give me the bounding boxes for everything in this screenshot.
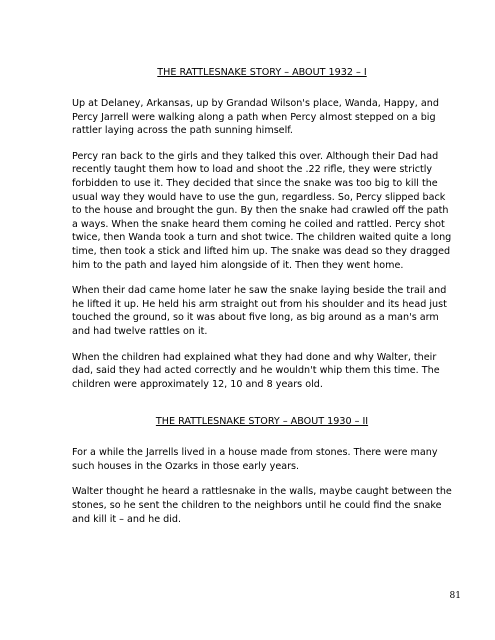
page-number: 81 — [449, 591, 461, 601]
story-2-paragraph-1: For a while the Jarrells lived in a house made from stones. There were many such houses in the Ozarks in those early years. — [72, 447, 438, 472]
story-1-title: THE RATTLESNAKE STORY – ABOUT 1932 – I — [157, 67, 367, 78]
page-content — [72, 66, 452, 526]
story-1-paragraph-1: Up at Delaney, Arkansas, up by Grandad Wilson's place, Wanda, Happy, and Percy Jarrell were walking along a path when Percy almost stepped on a big rattler laying across the path sunning himself. — [72, 98, 439, 137]
story-1-paragraph-3: When their dad came home later he saw the snake laying beside the trail and he lifted it up. He held his arm straight out from his shoulder and its head just touched the ground, so it was about five long, as big around as a man's arm and had twelve rattles on it. — [72, 285, 447, 337]
story-1-paragraph-4: When the children had explained what they had done and why Walter, their dad, said they had acted correctly and he wouldn't whip them this time. The children were approximately 12, 10 and 8 years old. — [72, 351, 440, 390]
story-1-paragraph-2: Percy ran back to the girls and they talked this over. Although their Dad had recently taught them how to load and shoot the .22 rifle, they were strictly forbidden to use it. They decided that since the snake was too big to kill the usual way they would have to use the gun, regardless. So, Percy slipped back to the house and brought the gun. By then the snake had crawled off the path a ways. When the snake heard them coming he coiled and rattled. Percy shot twice, then Wanda took a turn and shot twice. The children waited quite a long time, then took a stick and lifted him up. The snake was dead so they dragged him to the path and layed him alongside of it. Then they went home. — [72, 150, 452, 271]
story-2-paragraph-2: Walter thought he heard a rattlesnake in the walls, maybe caught between the stones, so he sent the children to the neighbors until he could find the snake and kill it – and he did. — [72, 486, 452, 525]
story-2-title: THE RATTLESNAKE STORY – ABOUT 1930 – II — [155, 416, 369, 428]
